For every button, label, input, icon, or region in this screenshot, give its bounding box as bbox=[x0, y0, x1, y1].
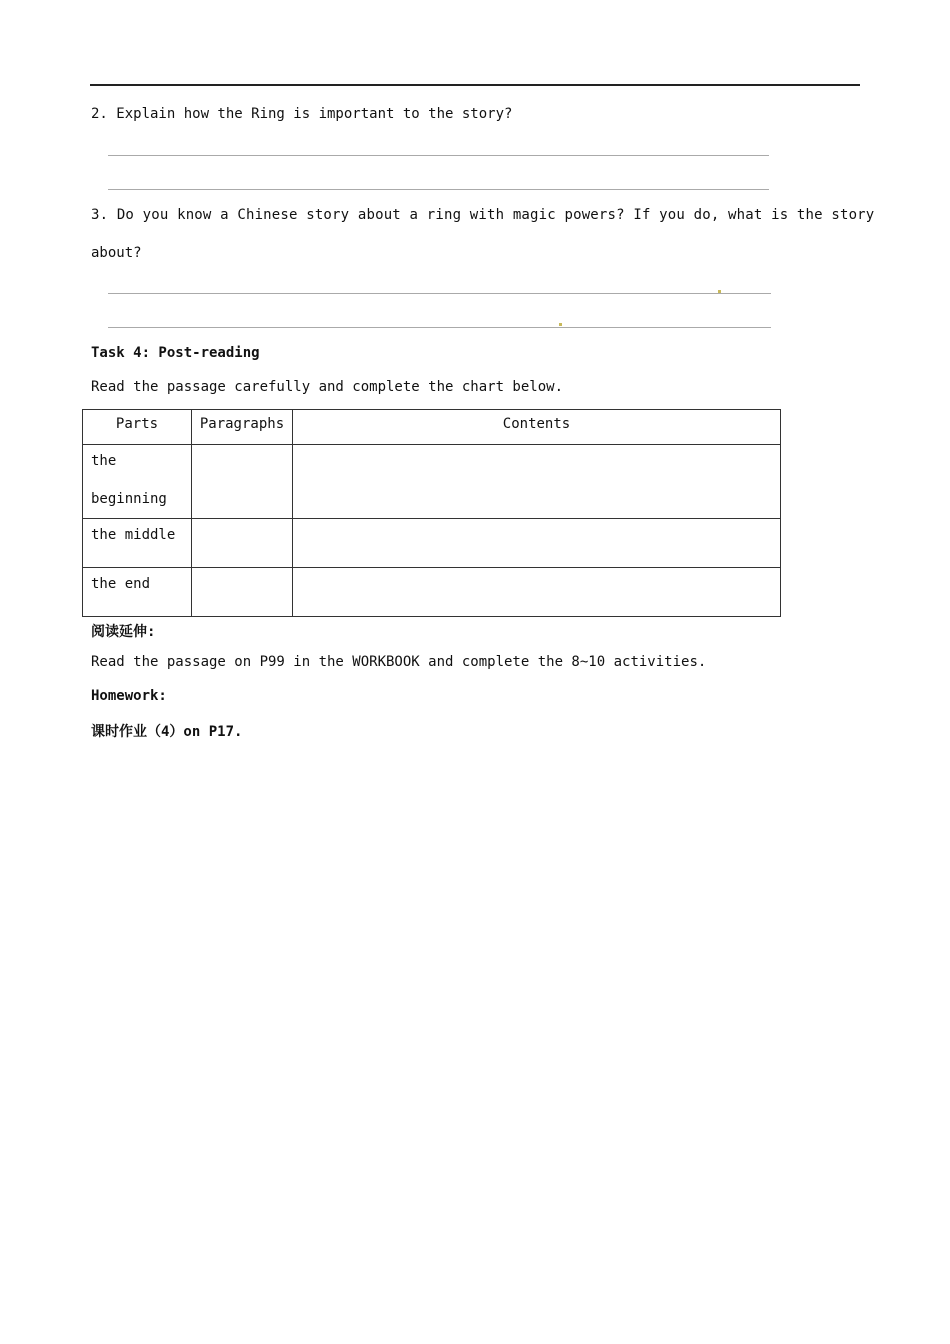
homework-text: 课时作业（4）on P17. bbox=[91, 724, 243, 740]
answer-line-q3-2 bbox=[108, 327, 771, 328]
stray-mark bbox=[559, 323, 562, 326]
homework-heading: Homework: bbox=[91, 688, 167, 704]
header-parts: Parts bbox=[83, 410, 192, 445]
top-rule bbox=[90, 84, 860, 86]
answer-line-q2-2 bbox=[108, 189, 769, 190]
contents-cell[interactable] bbox=[293, 568, 781, 617]
chart-row bbox=[83, 445, 781, 519]
answer-line-q3-1 bbox=[108, 293, 771, 294]
paragraphs-cell[interactable] bbox=[192, 568, 293, 617]
chart-row bbox=[83, 519, 781, 568]
part-cell bbox=[83, 445, 192, 519]
extension-text: Read the passage on P99 in the WORKBOOK and complete the 8~10 activities. bbox=[91, 654, 707, 670]
header-paragraphs: Paragraphs bbox=[192, 410, 293, 445]
parts-chart bbox=[82, 409, 781, 617]
stray-mark bbox=[718, 290, 721, 293]
question-3-line-1: 3. Do you know a Chinese story about a ring with magic powers? If you do, what is the story bbox=[91, 207, 875, 223]
paragraphs-cell[interactable] bbox=[192, 519, 293, 568]
part-label: the middle bbox=[83, 519, 192, 568]
part-label: the end bbox=[83, 568, 192, 617]
paragraphs-cell[interactable] bbox=[192, 445, 293, 519]
question-3-line-2: about? bbox=[91, 245, 142, 261]
task4-instruction: Read the passage carefully and complete the chart below. bbox=[91, 379, 564, 395]
chart-row bbox=[83, 568, 781, 617]
header-contents: Contents bbox=[293, 410, 781, 445]
extension-heading: 阅读延伸: bbox=[91, 624, 156, 640]
contents-cell[interactable] bbox=[293, 519, 781, 568]
chart-header-row bbox=[83, 410, 781, 445]
part-label: the bbox=[91, 453, 117, 469]
answer-line-q2-1 bbox=[108, 155, 769, 156]
task4-heading: Task 4: Post-reading bbox=[91, 345, 260, 361]
question-2: 2. Explain how the Ring is important to the story? bbox=[91, 106, 513, 122]
contents-cell[interactable] bbox=[293, 445, 781, 519]
part-label: beginning bbox=[91, 491, 167, 507]
